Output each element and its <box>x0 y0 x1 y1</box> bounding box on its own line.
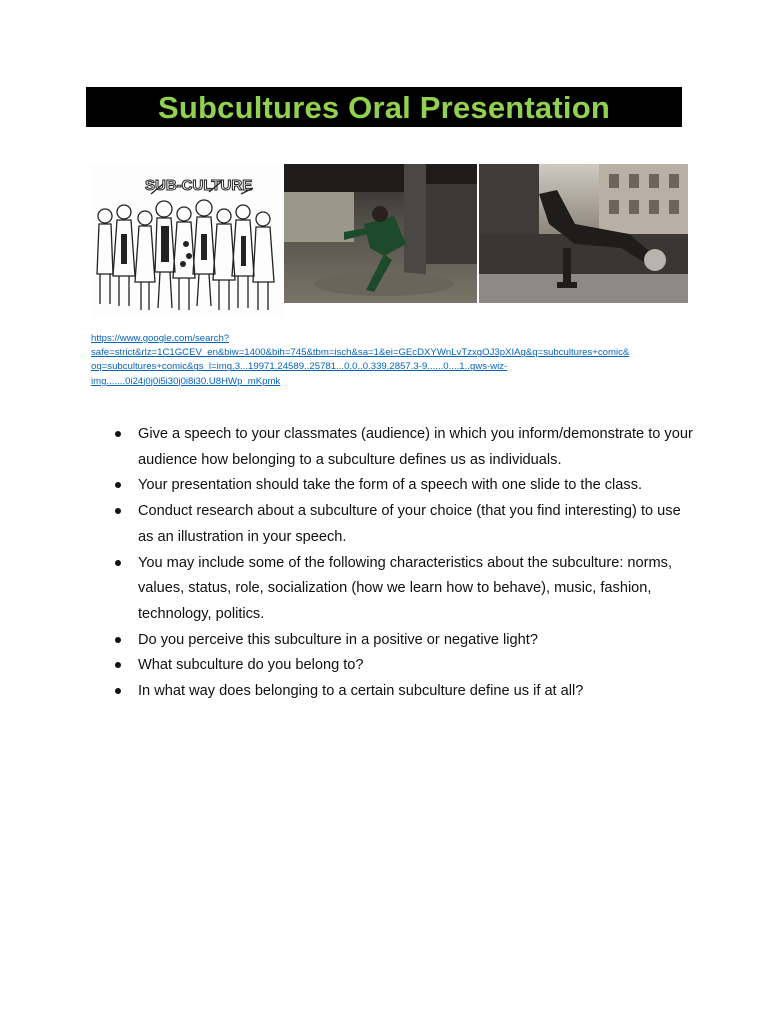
bullet-icon <box>115 508 121 514</box>
page-title: Subcultures Oral Presentation <box>158 89 610 125</box>
list-item <box>114 499 694 550</box>
source-link[interactable] <box>91 332 691 389</box>
bullet-icon <box>115 688 121 694</box>
list-item <box>114 628 694 654</box>
list-item <box>114 422 694 473</box>
sub-culture-comic-illustration <box>91 164 283 317</box>
list-item <box>114 679 694 705</box>
comic-caption: SUB-CULTURE <box>145 177 253 194</box>
breakdancer-street-photo <box>479 164 688 303</box>
source-link-line[interactable]: img.......0i24j0j0i5i30j0i8i30.U8HWp_mKpmk <box>91 375 281 387</box>
source-link-line[interactable]: safe=strict&rlz=1C1GCEV_en&biw=1400&bih=745&tbm=isch&sa=1&ei=GEcDXYWnLvTzxgOJ3pXIAg&q=subcultures+comic& <box>91 347 630 359</box>
list-item-text: What subculture do you belong to? <box>138 657 364 674</box>
list-item-text: In what way does belonging to a certain subculture define us if at all? <box>138 683 584 700</box>
header-images <box>91 164 688 317</box>
source-link-line[interactable]: https://www.google.com/search? <box>91 333 230 344</box>
list-item-text: Your presentation should take the form of a speech with one slide to the class. <box>138 477 643 494</box>
instructions-list <box>114 422 694 705</box>
title-banner <box>86 87 682 127</box>
bullet-icon <box>115 482 121 488</box>
source-link-line[interactable]: oq=subcultures+comic&gs_l=img.3...19971.24589..25781...0.0..0.339.2857.3-9......0....1..gws-wiz- <box>91 361 508 373</box>
bullet-icon <box>115 431 121 437</box>
list-item-text: Conduct research about a subculture of your choice (that you find interesting) to use as an illustration in your speech. <box>138 503 681 545</box>
list-item <box>114 551 694 628</box>
list-item-text: Do you perceive this subculture in a positive or negative light? <box>138 631 538 648</box>
list-item-text: Give a speech to your classmates (audience) in which you inform/demonstrate to your audience how belonging to a subculture defines us as individuals. <box>138 426 693 468</box>
bullet-icon <box>115 637 121 643</box>
breakdancer-under-bridge-photo <box>284 164 477 303</box>
list-item-text: You may include some of the following characteristics about the subculture: norms, values, status, role, socialization (how we learn how to behave), music, fashion, technology, politics. <box>138 554 673 622</box>
bullet-icon <box>115 662 121 668</box>
list-item <box>114 653 694 679</box>
bullet-icon <box>115 560 121 566</box>
list-item <box>114 473 694 499</box>
